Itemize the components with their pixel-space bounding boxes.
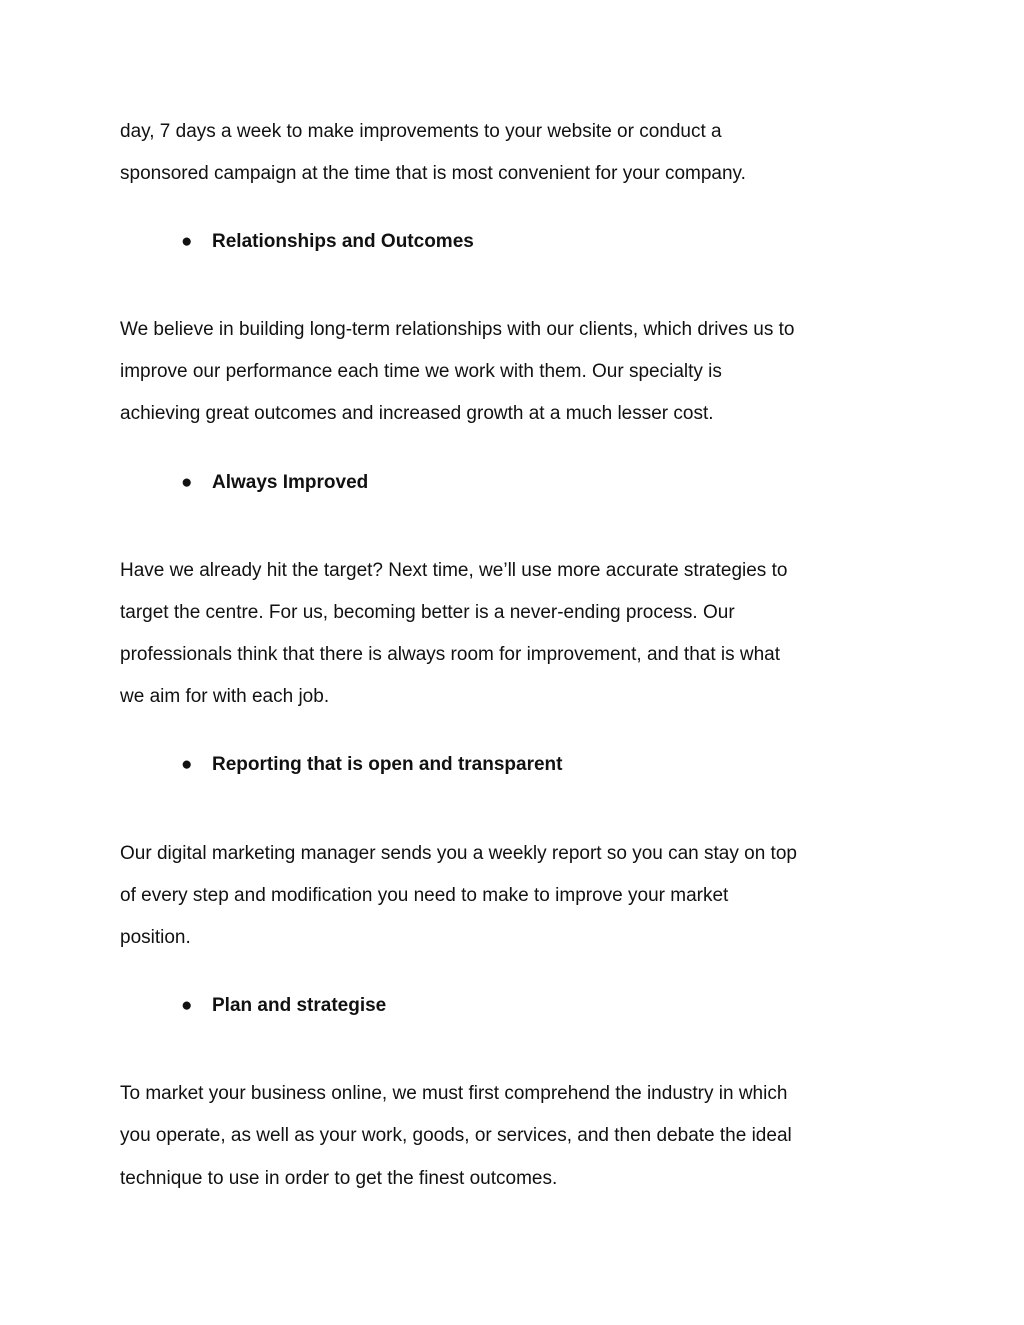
paragraph-line: technique to use in order to get the finest outcomes. [120, 1168, 558, 1189]
section-heading-text: Reporting that is open and transparent [212, 754, 563, 775]
paragraph-line: Have we already hit the target? Next time, we’ll use more accurate strategies to [120, 560, 788, 581]
bullet-icon: ● [181, 754, 193, 775]
section-heading-text: Always Improved [212, 472, 369, 493]
paragraph-line: We believe in building long-term relationships with our clients, which drives us to [120, 319, 795, 340]
section-heading-text: Relationships and Outcomes [212, 231, 474, 252]
section-heading [181, 994, 386, 1018]
paragraph-line: you operate, as well as your work, goods, or services, and then debate the ideal [120, 1125, 792, 1146]
intro-line: day, 7 days a week to make improvements to your website or conduct a [120, 121, 722, 142]
bullet-icon: ● [181, 995, 193, 1016]
paragraph-line: we aim for with each job. [120, 686, 330, 707]
intro-line: sponsored campaign at the time that is most convenient for your company. [120, 163, 746, 184]
section-heading [181, 230, 474, 254]
paragraph-line: position. [120, 927, 191, 948]
bullet-icon: ● [181, 231, 193, 252]
paragraph-line: To market your business online, we must first comprehend the industry in which [120, 1083, 788, 1104]
paragraph-line: professionals think that there is always room for improvement, and that is what [120, 644, 781, 665]
section-heading [181, 753, 562, 777]
paragraph-line: improve our performance each time we work with them. Our specialty is [120, 361, 722, 382]
paragraph-line: Our digital marketing manager sends you a weekly report so you can stay on top [120, 843, 797, 864]
paragraph-line: achieving great outcomes and increased growth at a much lesser cost. [120, 403, 714, 424]
section-heading [181, 471, 368, 495]
paragraph-line: target the centre. For us, becoming better is a never-ending process. Our [120, 602, 735, 623]
section-heading-text: Plan and strategise [212, 995, 387, 1016]
paragraph-line: of every step and modification you need to make to improve your market [120, 885, 729, 906]
bullet-icon: ● [181, 472, 193, 493]
